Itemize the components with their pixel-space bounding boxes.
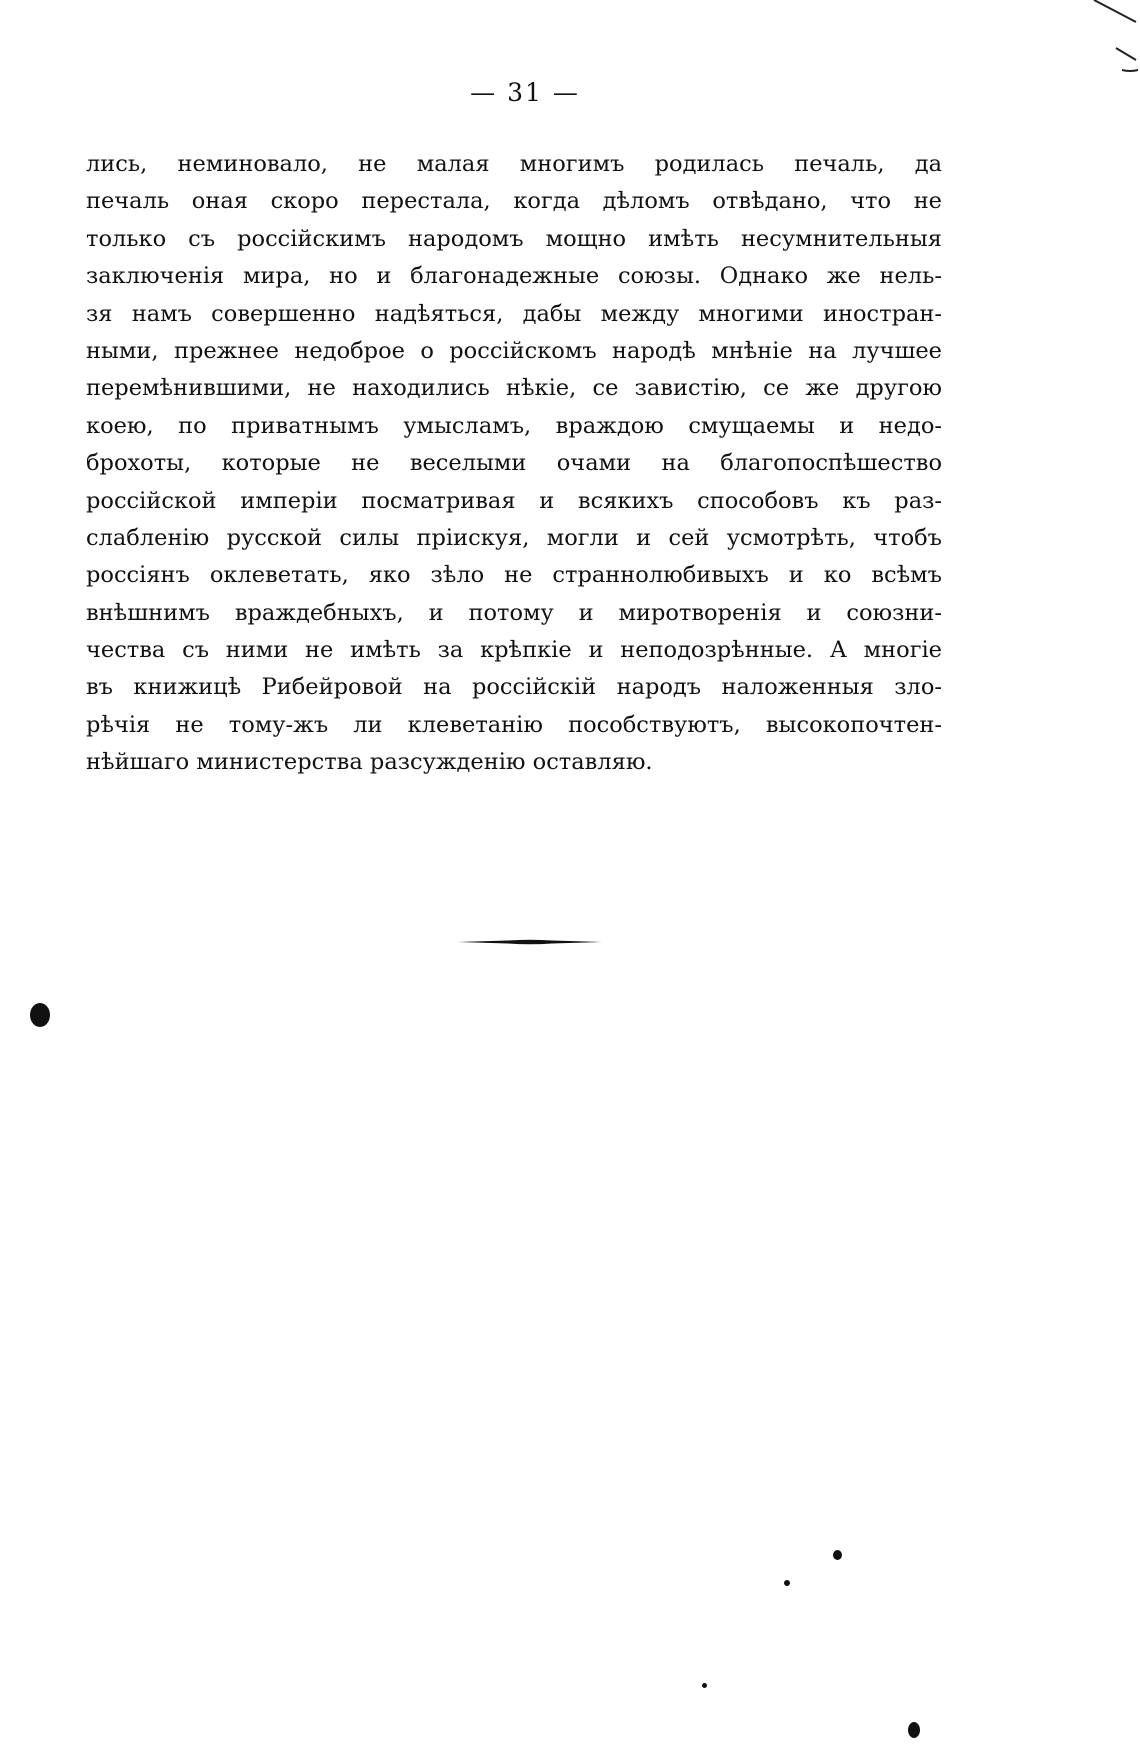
text-line: ными, прежнее недоброе о россійскомъ народѣ мнѣніе на лучшее bbox=[86, 337, 942, 364]
text-line: зя намъ совершенно надѣяться, дабы между многими иностран- bbox=[86, 300, 942, 327]
scan-speck bbox=[702, 1683, 707, 1688]
text-line: заключенія мира, но и благонадежные союзы. Однако же нель- bbox=[86, 263, 942, 290]
text-line: печаль оная скоро перестала, когда дѣломъ отвѣдано, что не bbox=[86, 188, 942, 215]
text-line: въ книжицѣ Рибейровой на россійскій народъ наложенныя зло- bbox=[86, 674, 942, 701]
text-line: лись, неминовало, не малая многимъ родилась печаль, да bbox=[86, 151, 942, 177]
text-line: перемѣнившими, не находились нѣкіе, се завистію, се же другою bbox=[86, 375, 942, 402]
body-text bbox=[86, 146, 942, 782]
text-line: внѣшнимъ враждебныхъ, и потому и миротворенія и союзни- bbox=[86, 599, 942, 626]
scan-speck bbox=[908, 1722, 920, 1738]
scan-speck bbox=[784, 1580, 790, 1586]
scan-edge-mark bbox=[1086, 0, 1140, 80]
text-line: россійской имперіи посматривая и всякихъ способовъ къ раз- bbox=[86, 487, 942, 514]
scan-speck bbox=[30, 1003, 50, 1027]
text-line: рѣчія не тому-жъ ли клеветанію пособствуютъ, высокопочтен- bbox=[86, 711, 942, 738]
text-line: коею, по приватнымъ умысламъ, враждою смущаемы и недо- bbox=[86, 412, 942, 439]
ornamental-divider bbox=[458, 939, 602, 945]
text-line: слабленію русской силы пріискуя, могли и сей усмотрѣть, чтобъ bbox=[86, 524, 942, 551]
text-line: россіянъ оклеветать, яко зѣло не страннолюбивыхъ и ко всѣмъ bbox=[86, 562, 942, 589]
page-number: — 31 — bbox=[470, 78, 580, 107]
text-line: чества съ ними не имѣть за крѣпкіе и неподозрѣнные. А многіе bbox=[86, 637, 942, 664]
text-line: нѣйшаго министерства разсужденію оставляю. bbox=[86, 749, 653, 776]
text-line: брохоты, которые не веселыми очами на благопоспѣшество bbox=[86, 450, 942, 477]
text-line: только съ россійскимъ народомъ мощно имѣть несумнительныя bbox=[86, 225, 942, 252]
scan-speck bbox=[833, 1550, 842, 1560]
